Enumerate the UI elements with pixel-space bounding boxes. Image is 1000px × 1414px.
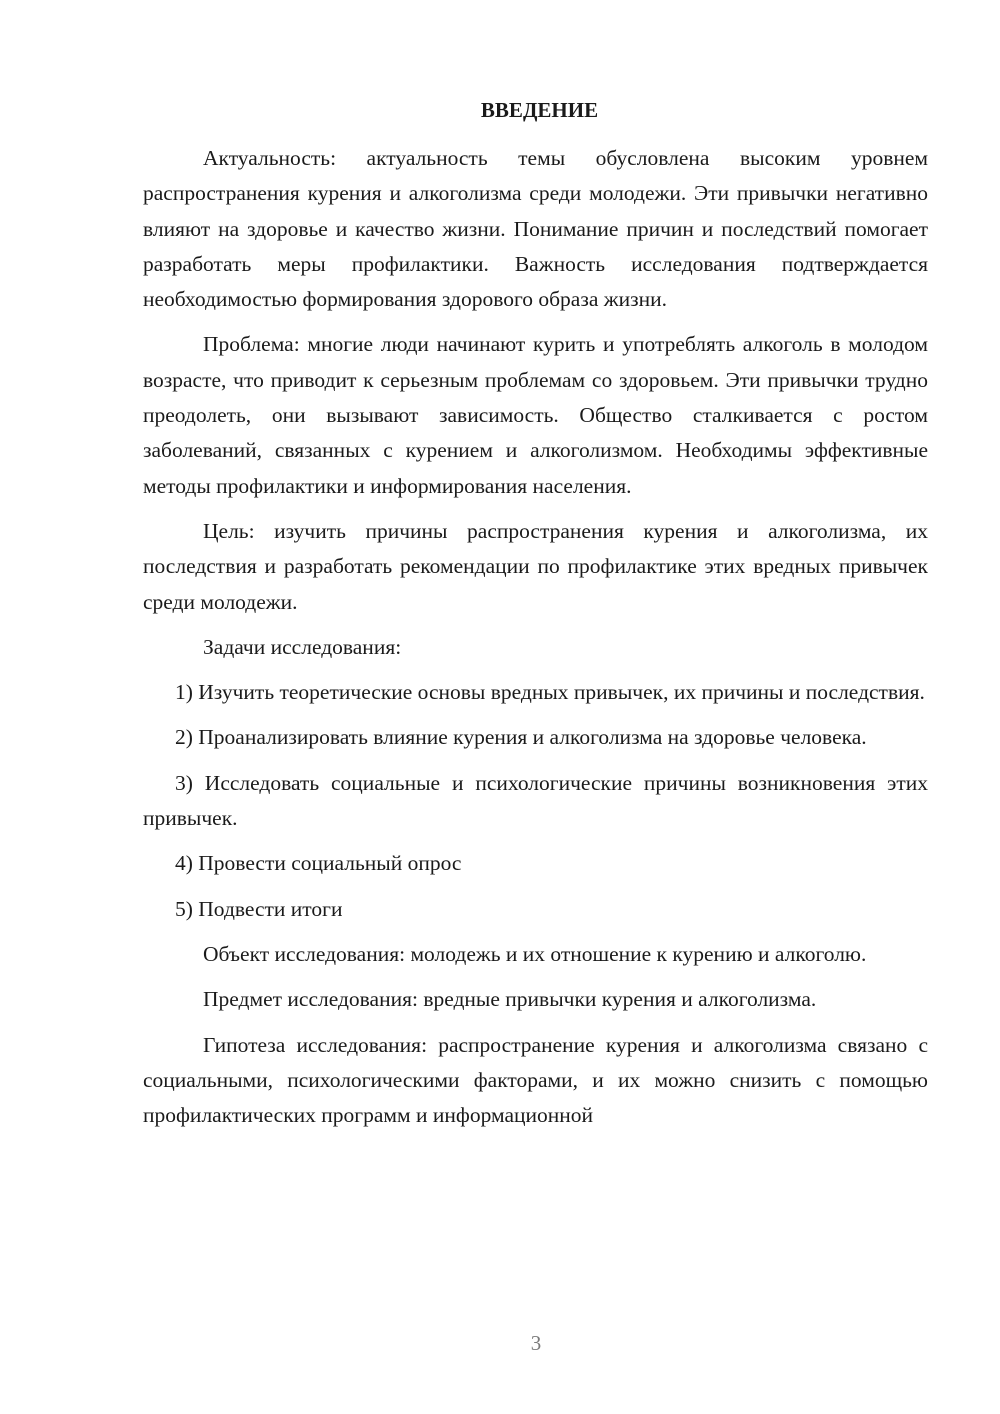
task-item-5: 5) Подвести итоги [175,896,343,921]
paragraph-object: Объект исследования: молодежь и их отношение к курению и алкоголю. [203,941,867,966]
paragraph-tasks-heading: Задачи исследования: [203,634,402,659]
section-title: ВВЕДЕНИЕ [480,98,599,122]
paragraph-problem: Проблема: многие люди начинают курить и употреблять алкоголь в молодом возрасте, что приводит к серьезным проблемам со здоровьем. Эти привычки трудно преодолеть, они вызывают зависимость. Общество сталкивается с ростом заболеваний, связанных с курением и алкоголизмом. Необходимы эффективные методы профилактики и информирования населения. [143,332,928,498]
page-body [143,93,928,1143]
paragraph-relevance: Актуальность: актуальность темы обусловлена высоким уровнем распространения курения и алкоголизма среди молодежи. Эти привычки негативно влияют на здоровье и качество жизни. Понимание причин и последствий помогает разработать меры профилактики. Важность исследования подтверждается необходимостью формирования здорового образа жизни. [143,146,928,312]
task-item-1: 1) Изучить теоретические основы вредных привычек, их причины и последствия. [175,680,925,705]
paragraph-goal: Цель: изучить причины распространения курения и алкоголизма, их последствия и разработать рекомендации по профилактике этих вредных привычек среди молодежи. [143,518,928,614]
task-item-2: 2) Проанализировать влияние курения и алкоголизма на здоровье человека. [175,725,867,750]
task-item-3: 3) Исследовать социальные и психологические причины возникновения этих привычек. [143,770,928,831]
paragraph-hypothesis: Гипотеза исследования: распространение курения и алкоголизма связано с социальными, психологическими факторами, и их можно снизить с помощью профилактических программ и информационной [143,1032,928,1128]
task-item-4: 4) Провести социальный опрос [175,851,462,876]
paragraph-subject: Предмет исследования: вредные привычки курения и алкоголизма. [203,987,817,1012]
page-number: 3 [530,1331,542,1355]
